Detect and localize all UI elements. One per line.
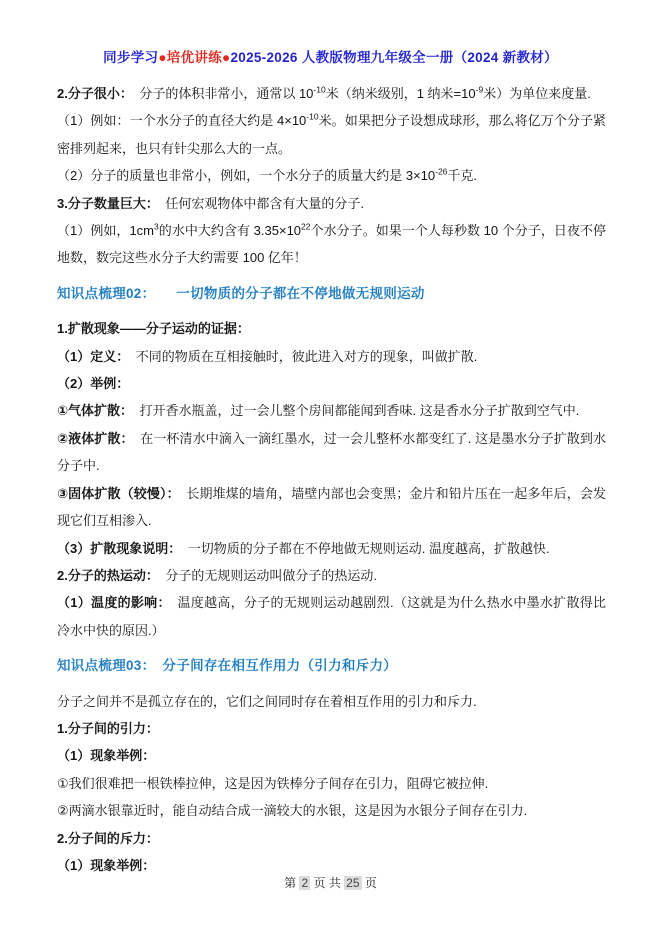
diffusion-examples-label	[57, 370, 606, 397]
text-segment: ②液体扩散：	[57, 430, 128, 446]
diffusion-title	[57, 315, 606, 342]
text-segment: 任何宏观物体中都含有大量的分子.	[152, 195, 364, 211]
text-segment: 分子间存在相互作用力（引力和斥力）	[148, 658, 398, 674]
footer-text-segment: 页 共	[310, 876, 345, 890]
text-segment: 的水中大约含有 3.35×10	[158, 223, 302, 239]
text-segment: （1）温度的影响：	[57, 595, 165, 611]
text-segment: （1）现象举例：	[57, 748, 156, 764]
text-segment: -10	[313, 84, 326, 95]
point-3-molecule-count	[57, 190, 606, 217]
footer-text-segment: 页	[361, 876, 377, 890]
text-segment: -26	[435, 166, 448, 177]
text-segment: 米。如果把分子设想成球形，那么将亿万个分子紧密排列起来，也只有针尖那么大的一点。	[57, 113, 606, 156]
text-segment: 分子之间并不是孤立存在的，它们之间同时存在着相互作用的引力和斥力.	[57, 693, 477, 709]
diffusion-conclusion	[57, 535, 606, 562]
text-segment: （3）扩散现象说明：	[57, 540, 175, 556]
text-segment: （2）分子的质量也非常小，例如，一个水分子的质量大约是 3×10	[57, 168, 436, 184]
text-segment: 不同的物质在互相接触时，彼此进入对方的现象，叫做扩散.	[122, 348, 478, 364]
text-segment: （1）例如，1cm	[57, 223, 155, 239]
attraction-examples-label	[57, 742, 606, 769]
text-segment: 2.分子间的斥力：	[57, 830, 159, 846]
text-segment: -9	[475, 84, 484, 95]
text-segment: 打开香水瓶盖，过一会儿整个房间都能闻到香味. 这是香水分子扩散到空气中.	[126, 403, 580, 419]
text-segment: -10	[306, 112, 319, 123]
header-text-segment: 同步学习	[103, 50, 159, 65]
text-segment: 一切物质的分子都在不停地做无规则运动. 温度越高，扩散越快.	[174, 540, 550, 556]
text-segment: 2.分子的热运动：	[57, 567, 153, 583]
text-segment: （1）现象举例：	[57, 857, 156, 873]
text-segment: 1.扩散现象——分子运动的证据：	[57, 321, 250, 337]
text-segment: （2）举例：	[57, 376, 130, 392]
text-segment: 一切物质的分子都在不停地做无规则运动	[148, 285, 425, 301]
example-molecule-count	[57, 217, 606, 272]
point-2-molecule-small	[57, 80, 606, 107]
text-segment: 22	[301, 221, 311, 232]
header-text-segment: 2025-2026 人教版物理九年级全一册（2024 新教材）	[230, 50, 558, 65]
page-footer	[0, 874, 661, 891]
footer-text-segment: 25	[346, 876, 360, 890]
text-segment: 在一杯清水中滴入一滴红墨水，过一会儿整杯水都变红了. 这是墨水分子扩散到水分子中.	[57, 430, 606, 474]
text-segment: 温度越高，分子的无规则运动越剧烈.（这就是为什么热水中墨水扩散得比冷水中快的原因.）	[57, 595, 606, 638]
force-intro	[57, 688, 606, 715]
repulsion-title	[57, 825, 606, 852]
temperature-effect	[57, 589, 606, 644]
header-text-segment: ●培优讲练●	[158, 50, 231, 65]
solid-diffusion	[57, 480, 606, 535]
text-segment: （1）定义：	[57, 348, 123, 364]
text-segment: 知识点梳理02：	[57, 285, 149, 301]
text-segment: 3.分子数量巨大：	[57, 195, 153, 211]
footer-text-segment: 第	[284, 876, 300, 890]
text-segment: 个水分子。如果一个人每秒数 10 个分子，日夜不停地数，数完这些水分子大约需要 100 亿年！	[57, 223, 607, 266]
text-segment: 分子的无规则运动叫做分子的热运动.	[152, 567, 377, 583]
text-segment: 2.分子很小：	[57, 86, 127, 101]
attraction-example-mercury	[57, 797, 606, 824]
text-segment: 知识点梳理03：	[57, 658, 149, 674]
text-segment: 千克.	[447, 168, 478, 184]
text-segment: 分子的体积非常小，通常以 10	[126, 86, 314, 101]
text-segment: （1）例如：一个水分子的直径大约是 4×10	[57, 113, 307, 129]
text-segment: ①气体扩散：	[57, 403, 127, 419]
text-segment: 1.分子间的引力：	[57, 720, 159, 736]
liquid-diffusion	[57, 425, 606, 480]
text-segment: 米）为单位来度量.	[483, 86, 591, 101]
example-water-mass	[57, 162, 606, 189]
text-segment: ②两滴水银靠近时，能自动结合成一滴较大的水银，这是因为水银分子间存在引力.	[57, 803, 528, 819]
document-body	[0, 80, 661, 879]
gas-diffusion	[57, 397, 606, 424]
text-segment: 3	[154, 221, 159, 232]
attraction-example-iron	[57, 770, 606, 797]
knowledge-point-03	[57, 652, 606, 679]
text-segment: ③固体扩散（较慢）：	[57, 485, 174, 501]
footer-text-segment: 2	[301, 876, 309, 890]
page-header	[0, 46, 661, 66]
attraction-title	[57, 715, 606, 742]
text-segment: 长期堆煤的墙角，墙壁内部也会变黑；金片和铅片压在一起多年后，会发现它们互相渗入.	[57, 485, 606, 529]
example-water-diameter	[57, 107, 606, 162]
knowledge-point-02	[57, 280, 606, 307]
text-segment: ①我们很难把一根铁棒拉伸，这是因为铁棒分子间存在引力，阻碍它被拉伸.	[57, 775, 489, 791]
diffusion-definition	[57, 343, 606, 370]
text-segment: 米（纳米级别，1 纳米=10	[325, 86, 476, 101]
thermal-motion	[57, 562, 606, 589]
